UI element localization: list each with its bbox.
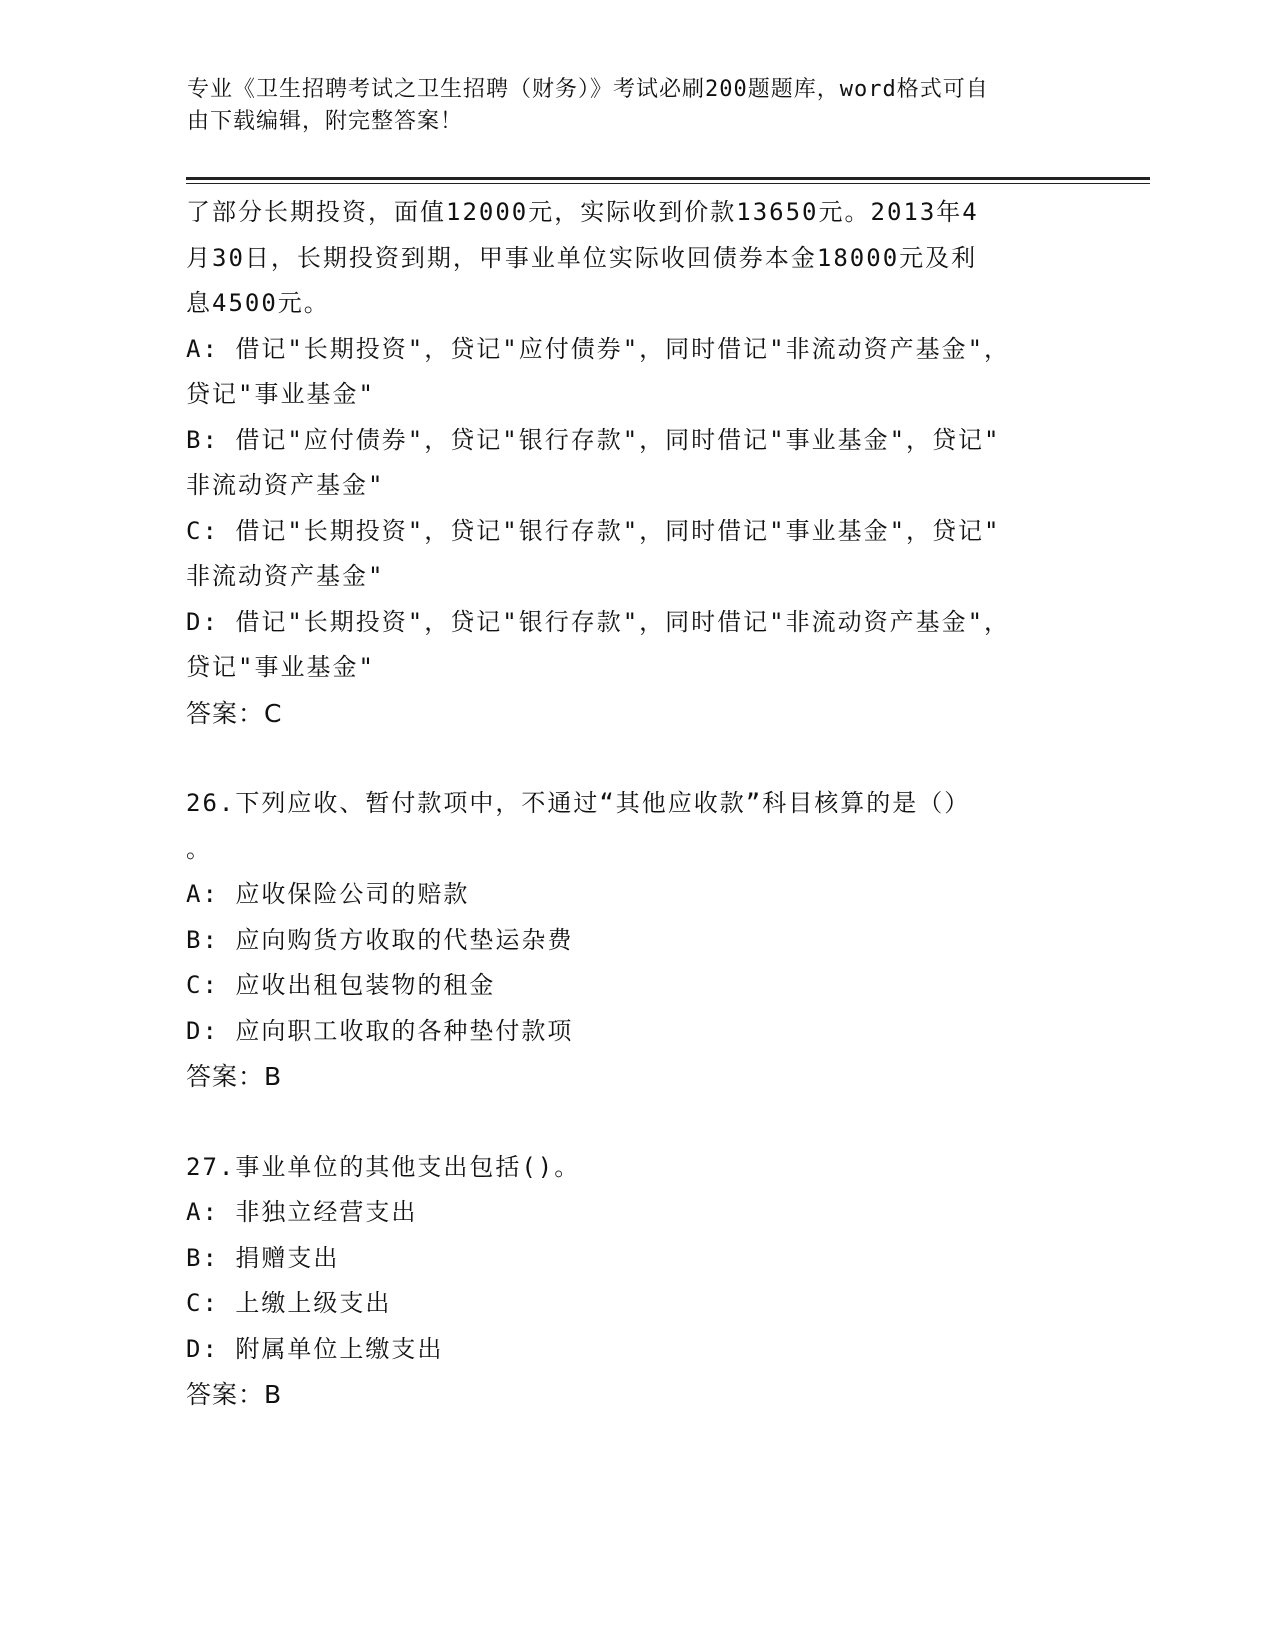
question-stem-line: 26.下列应收、暂付款项中，不通过“其他应收款”科目核算的是（） (186, 789, 971, 817)
option-a-continued: 贷记"事业基金" (186, 380, 375, 408)
option-b: B: 借记"应付债券"，贷记"银行存款"，同时借记"事业基金"，贷记" (186, 425, 1001, 454)
option-d: D: 借记"长期投资"，贷记"银行存款"，同时借记"非流动资产基金"， (186, 607, 1011, 636)
header-divider-thin (186, 183, 1150, 184)
option-d-continued: 贷记"事业基金" (186, 653, 375, 681)
question-content (186, 190, 1086, 1418)
question-stem-line: 。 (186, 834, 212, 863)
question-26 (186, 781, 1086, 1100)
option-c: C: 上缴上级支出 (186, 1289, 392, 1317)
page-header (187, 74, 1067, 138)
question-stem-line: 了部分长期投资，面值12000元，实际收到价款13650元。2013年4 (186, 198, 979, 226)
option-b-continued: 非流动资产基金" (186, 471, 385, 499)
option-d: D: 应向职工收取的各种垫付款项 (186, 1016, 574, 1045)
option-c-continued: 非流动资产基金" (186, 562, 385, 590)
option-a: A: 非独立经营支出 (186, 1198, 418, 1226)
option-a: A: 借记"长期投资"，贷记"应付债券"，同时借记"非流动资产基金"， (186, 334, 1011, 363)
option-b: B: 应向购货方收取的代垫运杂费 (186, 925, 574, 954)
header-line-1: 专业《卫生招聘考试之卫生招聘（财务）》考试必刷200题题库，word格式可自 (187, 77, 989, 102)
option-c: C: 借记"长期投资"，贷记"银行存款"，同时借记"事业基金"，贷记" (186, 516, 1001, 545)
spacer (186, 736, 1086, 781)
option-b: B: 捐赠支出 (186, 1243, 340, 1272)
answer-line: 答案：B (186, 1380, 283, 1409)
option-d: D: 附属单位上缴支出 (186, 1334, 444, 1363)
header-line-2: 由下载编辑，附完整答案！ (187, 109, 464, 134)
option-c: C: 应收出租包装物的租金 (186, 971, 496, 999)
question-stem-line: 月30日，长期投资到期，甲事业单位实际收回债券本金18000元及利 (186, 243, 978, 272)
answer-line: 答案：C (186, 698, 283, 728)
question-stem-line: 27.事业单位的其他支出包括()。 (186, 1152, 581, 1181)
question-stem-line: 息4500元。 (186, 289, 330, 317)
header-divider-thick (186, 177, 1150, 180)
question-25 (186, 190, 1086, 736)
answer-line: 答案：B (186, 1062, 283, 1091)
option-a: A: 应收保险公司的赔款 (186, 880, 470, 908)
question-27 (186, 1145, 1086, 1418)
spacer (186, 1100, 1086, 1145)
